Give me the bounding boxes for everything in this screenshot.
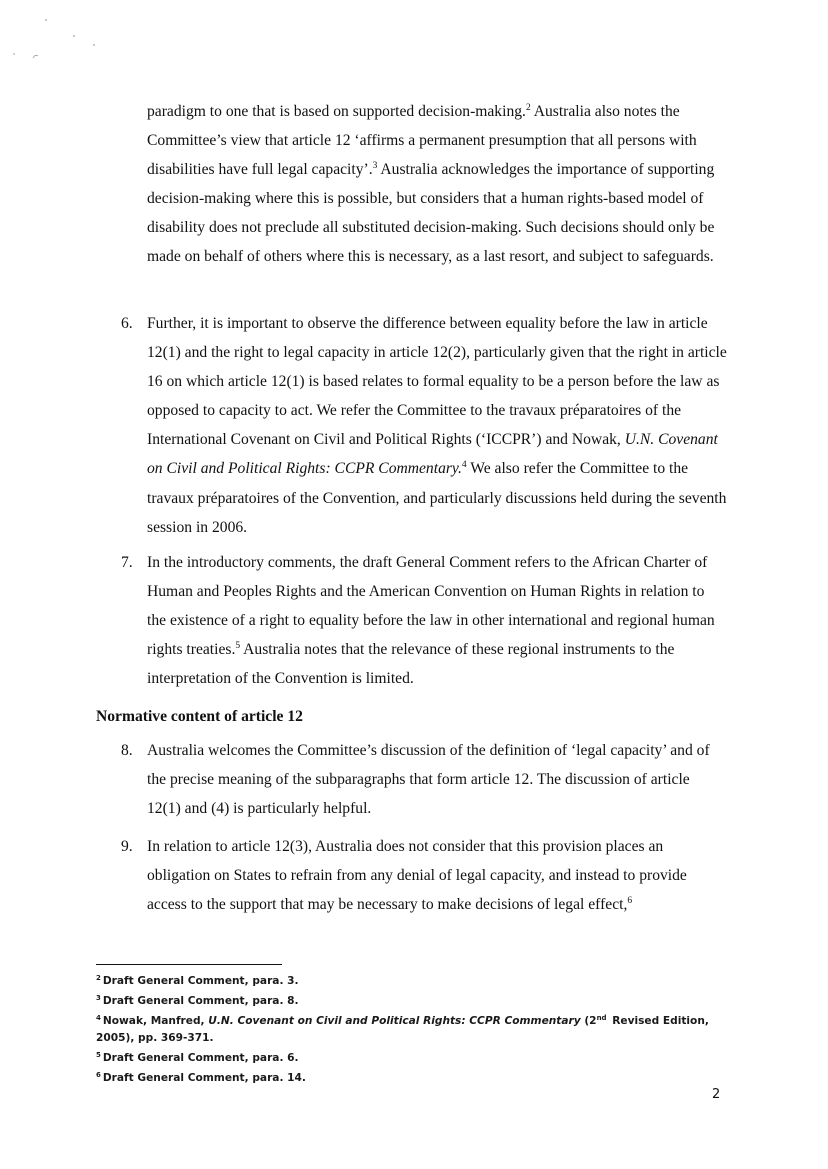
item-7-number: 7. (121, 554, 133, 571)
footnote-6-text: Draft General Comment, para. 14. (102, 1072, 306, 1085)
footnote-4-title: U.N. Covenant on Civil and Political Rights: CCPR Commentary (208, 1015, 581, 1028)
continuation-text-3: Australia acknowledges the importance of supporting decision-making where this is possible, but considers that a human rights-based model of disability does not preclude all substituted decision-making. Such decisions should only be made on behalf of others where this is necessary, as a last resort, and subject to safeguards. (147, 161, 715, 266)
footnote-ref-5[interactable]: 5 (235, 641, 241, 652)
footnote-6-number: 6 (96, 1071, 101, 1080)
footnote-2 (96, 970, 736, 990)
item-7-text-2: Australia notes that the relevance of these regional instruments to the interpretation of the Convention is limited. (147, 641, 675, 688)
footnote-4 (96, 1010, 736, 1047)
footnote-4-ordinal: nd (596, 1014, 607, 1023)
footnote-2-number: 2 (96, 974, 101, 982)
footnote-4-number: 4 (96, 1014, 101, 1023)
item-6-text-2: We also refer the Committee to the travaux préparatoires of the Convention, and particularly discussions held during the seventh session in 2006. (147, 460, 727, 536)
footnote-4-pre: Nowak, Manfred, (102, 1015, 209, 1028)
footnote-separator (96, 964, 282, 965)
footnote-ref-4[interactable]: 4 (461, 460, 467, 471)
footnote-3-number: 3 (96, 994, 101, 1003)
section-heading: Normative content of article 12 (96, 708, 303, 725)
continuation-text-1: paradigm to one that is based on supported decision-making. (147, 103, 526, 120)
item-9-number: 9. (121, 838, 133, 855)
item-6-paragraph (147, 309, 727, 542)
item-9-text: In relation to article 12(3), Australia does not consider that this provision places an obligation on States to refrain from any denial of legal capacity, and instead to provide access to the support that may be necessary to make decisions of legal effect, (147, 838, 687, 914)
footnote-4-mid: (2 (580, 1015, 597, 1028)
item-8-paragraph (147, 736, 727, 823)
footnote-ref-3[interactable]: 3 (372, 161, 378, 172)
item-7-text-1: In the introductory comments, the draft General Comment refers to the African Charter of Human and Peoples Rights and the American Convention on Human Rights in relation to the existence of a right to equality before the law in other international and regional human rights treaties. (147, 554, 715, 659)
scan-specks (8, 12, 108, 62)
footnote-5-text: Draft General Comment, para. 6. (102, 1052, 299, 1065)
footnote-5 (96, 1047, 736, 1067)
item-8-text: Australia welcomes the Committee’s discussion of the definition of ‘legal capacity’ and of the precise meaning of the subparagraphs that form article 12. The discussion of article 12(1) and (4) is particularly helpful. (147, 742, 710, 818)
footnote-3-text: Draft General Comment, para. 8. (102, 995, 299, 1008)
footnote-3 (96, 990, 736, 1010)
footnote-6 (96, 1067, 736, 1087)
item-9-paragraph (147, 832, 727, 919)
item-8-number: 8. (121, 742, 133, 759)
footnotes (96, 970, 736, 1088)
continuation-text-2: Australia also notes the Committee’s view that article 12 ‘affirms a permanent presumption that all persons with disabilities have full legal capacity’. (147, 103, 697, 179)
item-6-number: 6. (121, 315, 133, 332)
item-7-paragraph (147, 548, 727, 693)
page-number: 2 (712, 1087, 721, 1102)
footnote-ref-2[interactable]: 2 (525, 103, 531, 113)
continuation-paragraph (147, 97, 727, 272)
footnote-2-text: Draft General Comment, para. 3. (102, 975, 299, 987)
footnote-5-number: 5 (96, 1051, 101, 1060)
item-6-italic-title: U.N. Covenant on Civil and Political Rights: CCPR Commentary. (147, 431, 718, 478)
footnote-4-post: Revised Edition, 2005), pp. 369-371. (96, 1015, 709, 1045)
footnote-ref-6[interactable]: 6 (627, 896, 633, 907)
item-6-text-1: Further, it is important to observe the difference between equality before the law in article 12(1) and the right to legal capacity in article 12(2), particularly given that the right in article 16 on which article 12(1) is based relates to formal equality to be a person before the law as opposed to capacity to act. We refer the Committee to the travaux préparatoires of the International Covenant on Civil and Political Rights (‘ICCPR’) and Nowak, (147, 315, 727, 449)
